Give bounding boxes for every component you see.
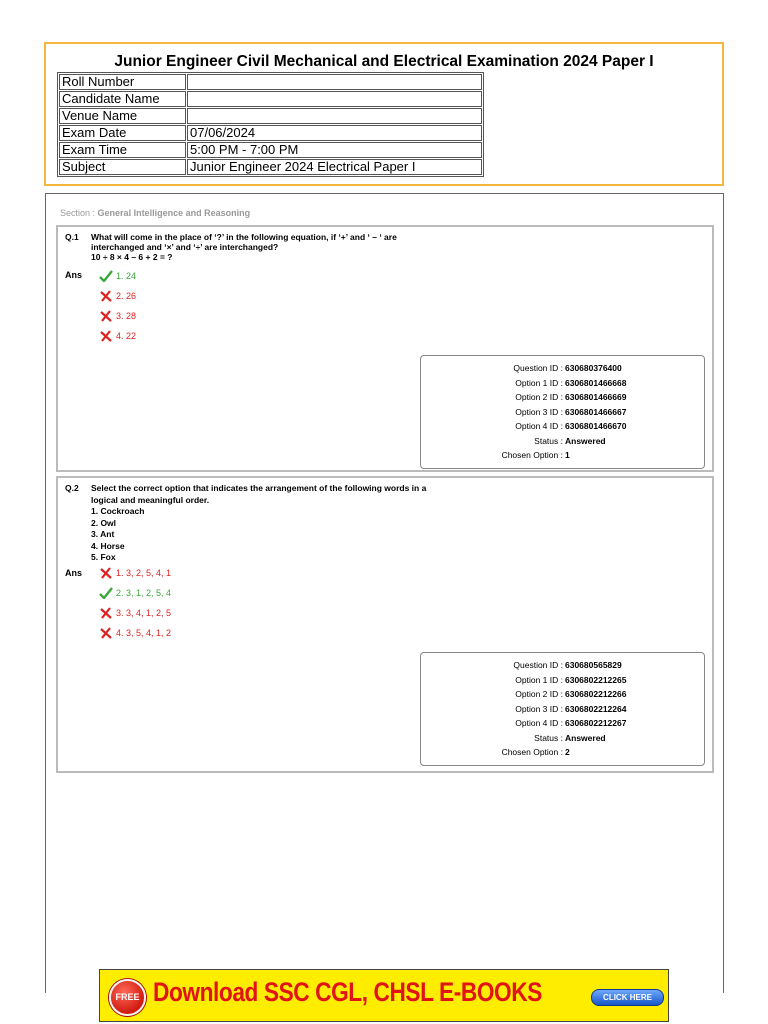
cross-icon xyxy=(99,567,113,579)
row-label: Subject xyxy=(59,159,186,175)
question-panel-2 xyxy=(56,476,714,773)
option-text: 3. 28 xyxy=(116,311,137,321)
question-line: logical and meaningful order. xyxy=(91,494,210,505)
row-label: Roll Number xyxy=(59,74,186,90)
cross-icon xyxy=(99,310,113,322)
chosen-option-row: Chosen Option : 2 xyxy=(501,747,570,757)
option-text: 2. 3, 1, 2, 5, 4 xyxy=(116,588,172,598)
row-label: Exam Date xyxy=(59,125,186,141)
table-row xyxy=(59,74,482,90)
click-here-button[interactable]: CLICK HERE xyxy=(591,989,664,1006)
option-3 xyxy=(99,310,136,322)
status-row: Status : Answered xyxy=(534,435,606,446)
table-row xyxy=(59,125,482,141)
section-heading xyxy=(60,208,250,218)
row-label: Exam Time xyxy=(59,142,186,158)
question-panel-1 xyxy=(56,225,714,472)
question-id-panel xyxy=(420,652,705,766)
status-row: Status : Answered xyxy=(534,732,606,743)
option-1 xyxy=(99,270,136,282)
id-row: Option 4 ID : 6306801466670 xyxy=(515,421,627,431)
table-row xyxy=(59,108,482,124)
ans-label: Ans xyxy=(65,270,83,280)
id-row: Question ID : 630680565829 xyxy=(513,660,622,670)
question-line: 10 ÷ 8 × 4 – 6 + 2 = ? xyxy=(91,252,173,262)
option-4 xyxy=(99,627,171,639)
question-line: Select the correct option that indicates the arrangement of the following words in a xyxy=(91,483,427,493)
id-row: Option 3 ID : 6306802212264 xyxy=(515,703,627,714)
question-line: 1. Cockroach xyxy=(91,506,145,516)
question-line: 4. Horse xyxy=(91,540,125,551)
id-row: Option 1 ID : 6306802212265 xyxy=(515,674,627,685)
question-line: 5. Fox xyxy=(91,552,116,562)
candidate-info-table xyxy=(57,72,484,177)
section-prefix: Section : xyxy=(60,208,96,218)
ans-label: Ans xyxy=(65,568,83,578)
option-text: 2. 26 xyxy=(116,291,137,301)
table-row xyxy=(59,142,482,158)
question-id-panel xyxy=(420,355,705,469)
row-value xyxy=(187,74,482,90)
option-1 xyxy=(99,567,171,579)
section-name: General Intelligence and Reasoning xyxy=(97,208,251,218)
question-paper xyxy=(45,193,724,993)
banner-headline: Download SSC CGL, CHSL E-BOOKS xyxy=(153,977,542,1007)
row-value: Junior Engineer 2024 Electrical Paper I xyxy=(187,159,482,175)
id-row: Option 4 ID : 6306802212267 xyxy=(515,718,627,728)
question-line: interchanged and ‘×’ and ‘÷’ are interchanged? xyxy=(91,242,279,252)
question-line: 3. Ant xyxy=(91,529,115,539)
option-text: 1. 24 xyxy=(116,271,137,281)
check-icon xyxy=(99,270,113,282)
row-value: 07/06/2024 xyxy=(187,125,482,141)
ebook-download-banner[interactable] xyxy=(99,969,669,1022)
option-text: 3. 3, 4, 1, 2, 5 xyxy=(116,608,172,618)
table-row xyxy=(59,91,482,107)
id-row: Option 3 ID : 6306801466667 xyxy=(515,406,627,417)
row-label: Venue Name xyxy=(59,108,186,124)
id-row: Option 2 ID : 6306801466669 xyxy=(515,392,627,402)
free-badge-icon: FREE xyxy=(109,979,146,1016)
row-value xyxy=(187,91,482,107)
question-line: What will come in the place of ‘?’ in the following equation, if ‘+’ and ‘ – ‘ are xyxy=(91,232,397,242)
id-row: Option 2 ID : 6306802212266 xyxy=(515,689,627,699)
question-number: Q.1 xyxy=(65,232,79,242)
question-text xyxy=(91,483,501,564)
question-number: Q.2 xyxy=(65,483,79,493)
question-line: 2. Owl xyxy=(91,517,117,528)
option-3 xyxy=(99,607,171,619)
check-icon xyxy=(99,587,113,599)
option-text: 1. 3, 2, 5, 4, 1 xyxy=(116,568,172,578)
cross-icon xyxy=(99,290,113,302)
chosen-option-row: Chosen Option : 1 xyxy=(501,450,570,460)
option-2 xyxy=(99,290,136,302)
row-value: 5:00 PM - 7:00 PM xyxy=(187,142,482,158)
option-text: 4. 3, 5, 4, 1, 2 xyxy=(116,628,172,638)
question-text xyxy=(91,232,501,262)
row-value xyxy=(187,108,482,124)
cross-icon xyxy=(99,330,113,342)
cross-icon xyxy=(99,607,113,619)
id-row: Option 1 ID : 6306801466668 xyxy=(515,377,627,388)
table-row xyxy=(59,159,482,175)
option-4 xyxy=(99,330,136,342)
option-2 xyxy=(99,587,171,599)
cross-icon xyxy=(99,627,113,639)
exam-header xyxy=(44,42,724,186)
exam-title: Junior Engineer Civil Mechanical and Electrical Examination 2024 Paper I xyxy=(114,53,654,70)
row-label: Candidate Name xyxy=(59,91,186,107)
option-text: 4. 22 xyxy=(116,331,137,341)
id-row: Question ID : 630680376400 xyxy=(513,363,622,373)
